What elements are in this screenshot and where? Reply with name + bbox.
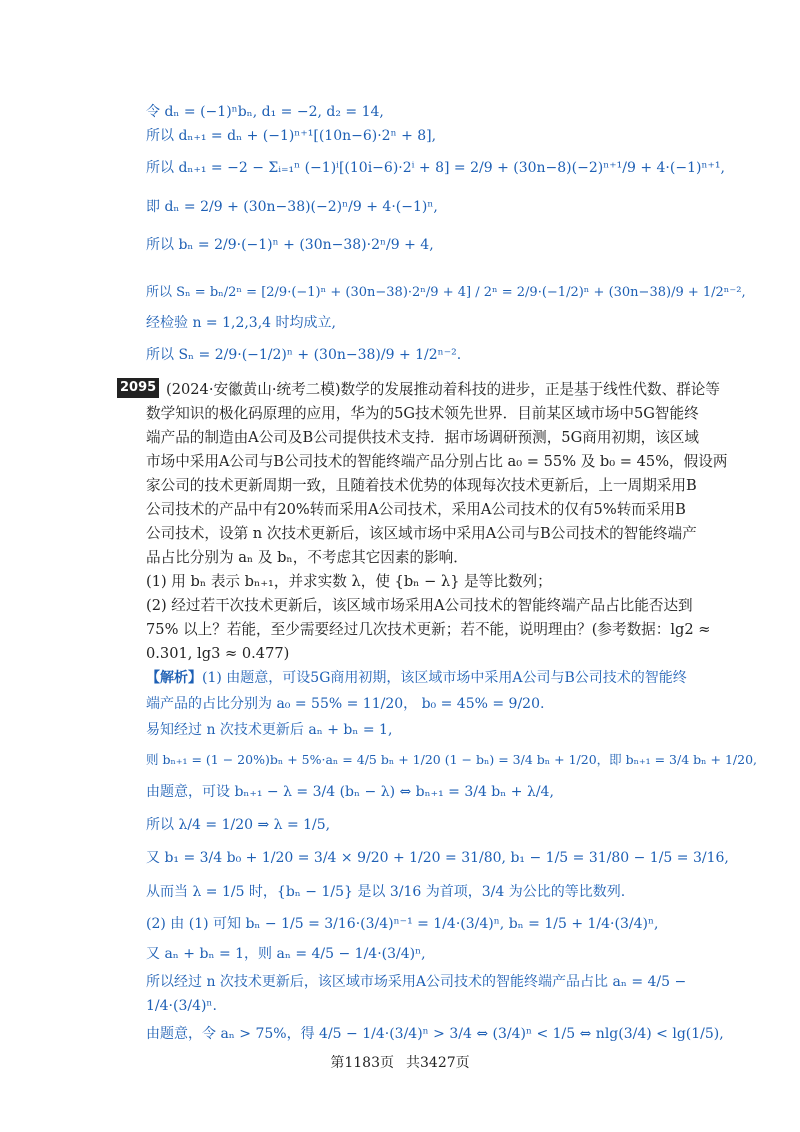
solution-line-9: (2) 由 (1) 可知 bₙ − 1/5 = 3/16·(3/4)ⁿ⁻¹ = 1/4·(3/4)ⁿ, bₙ = 1/5 + 1/4·(3/4)ⁿ, [146, 916, 659, 932]
problem-question-2-cont: 75% 以上？若能，至少需要经过几次技术更新；若不能，说明理由？(参考数据：lg2 ≈ [146, 621, 711, 638]
prev-solution-line-2: 所以 dₙ₊₁ = dₙ + (−1)ⁿ⁺¹[(10n−6)·2ⁿ + 8], [146, 128, 437, 144]
prev-solution-line-8: 所以 Sₙ = 2/9·(−1/2)ⁿ + (30n−38)/9 + 1/2ⁿ⁻². [146, 347, 462, 363]
solution-line-3: 易知经过 n 次技术更新后 aₙ + bₙ = 1, [146, 722, 393, 738]
prev-solution-line-1: 令 dₙ = (−1)ⁿbₙ, d₁ = −2, d₂ = 14, [146, 104, 384, 120]
prev-solution-line-3: 所以 dₙ₊₁ = −2 − Σᵢ₌₁ⁿ (−1)ⁱ[(10i−6)·2ⁱ + 8] = 2/9 + (30n−8)(−2)ⁿ⁺¹/9 + 4·(−1)ⁿ⁺¹, [146, 160, 725, 176]
problem-line-4: 市场中采用A公司与B公司技术的智能终端产品分别占比 a₀ = 55% 及 b₀ = 45%，假设两 [146, 453, 728, 470]
solution-line-12: 1/4·(3/4)ⁿ. [146, 998, 217, 1014]
solution-line-6: 所以 λ/4 = 1/20 ⇒ λ = 1/5, [146, 817, 331, 833]
solution-line-8: 从而当 λ = 1/5 时，{bₙ − 1/5} 是以 3/16 为首项，3/4 为公比的等比数列. [146, 884, 626, 900]
page-number: 第1183页 [330, 1055, 394, 1071]
solution-line-11: 所以经过 n 次技术更新后，该区域市场采用A公司技术的智能终端产品占比 aₙ = 4/5 − [146, 974, 687, 990]
solution-line-4: 则 bₙ₊₁ = (1 − 20%)bₙ + 5%·aₙ = 4/5 bₙ + 1/20 (1 − bₙ) = 3/4 bₙ + 1/20，即 bₙ₊₁ = 3/4 bₙ + 1/20, [146, 752, 758, 767]
total-pages: 共3427页 [406, 1055, 470, 1071]
problem-question-2: (2) 经过若干次技术更新后，该区域市场采用A公司技术的智能终端产品占比能否达到 [146, 597, 693, 614]
problem-line-8: 品占比分别为 aₙ 及 bₙ，不考虑其它因素的影响． [146, 549, 468, 566]
prev-solution-line-6: 所以 Sₙ = bₙ/2ⁿ = [2/9·(−1)ⁿ + (30n−38)·2ⁿ/9 + 4] / 2ⁿ = 2/9·(−1/2)ⁿ + (30n−38)/9 + 1/2ⁿ⁻², [146, 285, 746, 300]
problem-question-1: (1) 用 bₙ 表示 bₙ₊₁，并求实数 λ，使 {bₙ − λ} 是等比数列； [146, 573, 552, 590]
solution-line-1-text: (1) 由题意，可设5G商用初期，该区域市场中采用A公司与B公司技术的智能终 [202, 670, 687, 686]
solution-line-5: 由题意，可设 bₙ₊₁ − λ = 3/4 (bₙ − λ) ⇔ bₙ₊₁ = 3/4 bₙ + λ/4, [146, 784, 554, 800]
problem-reference-data: 0.301, lg3 ≈ 0.477) [146, 645, 290, 662]
problem-line-3: 端产品的制造由A公司及B公司提供技术支持．据市场调研预测，5G商用初期，该区域 [146, 429, 699, 446]
solution-line-1 [146, 668, 687, 688]
prev-solution-line-7: 经检验 n = 1,2,3,4 时均成立, [146, 315, 336, 331]
solution-line-7: 又 b₁ = 3/4 b₀ + 1/20 = 3/4 × 9/20 + 1/20 = 31/80, b₁ − 1/5 = 31/80 − 1/5 = 3/16, [146, 850, 729, 866]
solution-line-10: 又 aₙ + bₙ = 1，则 aₙ = 4/5 − 1/4·(3/4)ⁿ, [146, 946, 426, 962]
problem-number-badge: 2095 [117, 378, 159, 398]
problem-line-1: (2024·安徽黄山·统考二模)数学的发展推动着科技的进步，正是基于线性代数、群论等 [166, 381, 720, 398]
problem-line-7: 公司技术，设第 n 次技术更新后，该区域市场中采用A公司与B公司技术的智能终端产 [146, 525, 697, 542]
page-footer [0, 1052, 800, 1072]
prev-solution-line-4: 即 dₙ = 2/9 + (30n−38)(−2)ⁿ/9 + 4·(−1)ⁿ, [146, 199, 438, 215]
problem-line-2: 数学知识的极化码原理的应用，华为的5G技术领先世界．目前某区域市场中5G智能终 [146, 405, 699, 422]
problem-line-6: 公司技术的产品中有20%转而采用A公司技术，采用A公司技术的仅有5%转而采用B [146, 501, 686, 518]
solution-heading: 【解析】 [146, 670, 202, 686]
prev-solution-line-5: 所以 bₙ = 2/9·(−1)ⁿ + (30n−38)·2ⁿ/9 + 4, [146, 237, 434, 253]
solution-line-2: 端产品的占比分别为 a₀ = 55% = 11/20， b₀ = 45% = 9/20. [146, 696, 545, 712]
solution-line-13: 由题意，令 aₙ > 75%，得 4/5 − 1/4·(3/4)ⁿ > 3/4 ⇔ (3/4)ⁿ < 1/5 ⇔ nlg(3/4) < lg(1/5), [146, 1026, 724, 1042]
problem-line-5: 家公司的技术更新周期一致，且随着技术优势的体现每次技术更新后，上一周期采用B [146, 477, 697, 494]
